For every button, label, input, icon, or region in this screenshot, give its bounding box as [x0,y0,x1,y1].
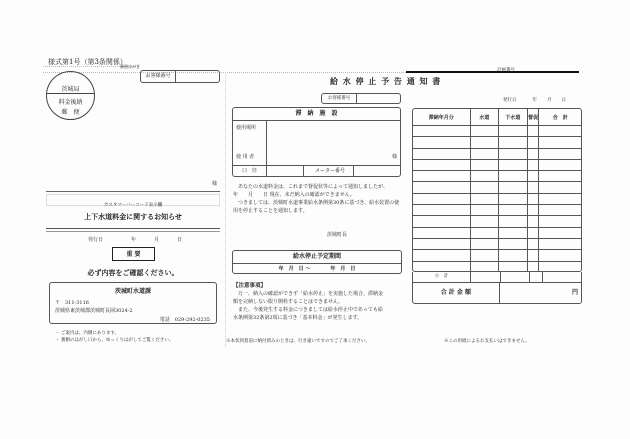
table-row [413,261,581,272]
form-label: 様式第1号（第3条関係） [48,58,127,66]
fold-line-vertical [225,72,226,347]
note-1: ・ ご案内は、内側にあります。 [55,331,120,336]
subtotal-row: 小 計 [412,272,582,282]
middle-footnote: ※本状到着前に納付済みのときは、行き違いですのでご了承ください。 [226,339,370,344]
facility-box: 滞 納 施 設 使用場所 使 用 者 様 口 径 メーター番号 [232,107,401,177]
table-row [413,193,581,204]
facility-header: 滞 納 施 設 [233,108,400,121]
plan-number-label: 計画番号 [497,68,515,73]
issue-date-right: 発行日 年 月 日 [503,98,566,103]
sender-postal: 〒 311-3116 [55,300,89,306]
postage-stamp: 茨城局 料金後納 郵 便 [46,71,95,120]
table-row [413,137,581,148]
sender-address: 茨城県東茨城郡茨城町長岡3024-2 [55,308,133,314]
table-row [413,227,581,238]
customer-number-box [140,70,220,83]
note-2: ・ 裏側のはがし口から、ゆっくりはがしてご覧ください。 [55,338,174,343]
confirm-message: 必ず内容をご確認ください。 [87,269,179,277]
caution-text: 万一、納入の確認ができず「給水停止」を実施した場合、滞納金額を完納しない限り開栓することはできません。 また、今後発生する料金につきましては給水停止中であっても給水条例第32条第2項に基づき「基本料金」が発生します。 [233,291,384,321]
table-row [413,205,581,216]
table-row [413,159,581,170]
signer: 茨城町長 [327,232,348,238]
table-row [413,250,581,261]
sender-name: 茨城町水道課 [114,288,151,295]
table-row [413,216,581,227]
sender-phone: 電話 029-292-0235 [159,317,210,323]
customer-number-box-2: お客様番号 [321,93,401,104]
notice-document-title: 給 水 停 止 予 告 通 知 書 [330,77,442,86]
arrears-table: 滞納年月分 水道 下水道 督促 合 計 [412,108,582,272]
notice-title: 上下水道料金に関するお知らせ [84,213,182,221]
table-row [413,171,581,182]
total-label: 合 計 金 額 [413,283,500,303]
customer-number-value [176,71,219,82]
total-amount: 円 [571,289,578,296]
table-row [413,148,581,159]
important-badge: 重 要 [112,247,155,261]
table-row [413,238,581,249]
issue-date: 発行日 年 月 日 [88,237,183,243]
customer-number-label: お客様番号 [141,71,176,82]
postcard-label: 郵便はがき [120,64,140,69]
honorific: 様 [212,181,218,187]
table-row [413,182,581,193]
barcode-area: カスタマーバーコード表示欄 [46,194,220,206]
total-row [412,282,582,304]
sender-box [49,282,217,324]
caution-title: 【注意事項】 [233,283,267,289]
notice-body: あなたの水道料金は、これまで督促状等によって通知しましたが、 年 月 日 現在、未だ納入の確認ができません。 つきましては、茨城町水道事業給水条例第30条に基づき、給水装置の使用を停止することを通知します。 [233,184,401,214]
period-box: 給水停止予定期間 年 月 日 ～ 年 月 日 [232,250,402,274]
table-row [413,126,581,137]
top-rule [406,71,579,73]
